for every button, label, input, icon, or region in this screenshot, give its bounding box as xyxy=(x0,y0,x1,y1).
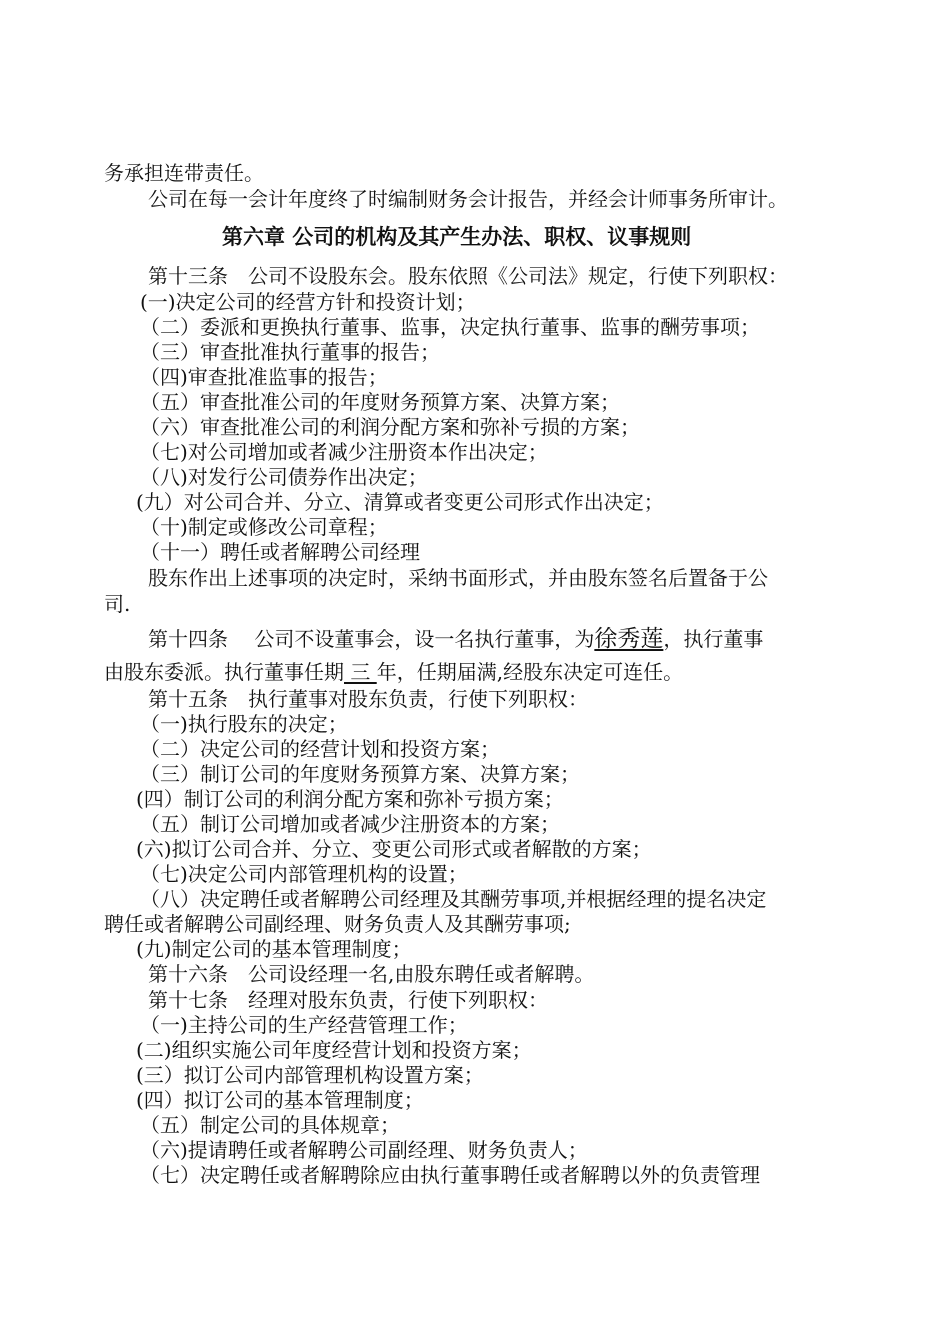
article-13-item: （三）审查批准执行董事的报告； xyxy=(140,340,440,364)
article-15-item: (九)制定公司的基本管理制度； xyxy=(136,937,412,961)
article-13-item: （四)审查批准监事的报告； xyxy=(140,365,388,389)
chapter-title: 第六章 公司的机构及其产生办法、职权、议事规则 xyxy=(222,224,692,249)
article-17-item: （七）决定聘任或者解聘除应由执行董事聘任或者解聘以外的负责管理 xyxy=(140,1163,760,1187)
article-15-item: （七)决定公司内部管理机构的设置； xyxy=(140,862,468,886)
article-13-item: （七)对公司增加或者减少注册资本作出决定； xyxy=(140,440,548,464)
article-15-item-cont: 聘任或者解聘公司副经理、财务负责人及其酬劳事项; xyxy=(104,912,571,936)
article-17-item: (三）拟订公司内部管理机构设置方案； xyxy=(136,1063,484,1087)
article-13-item: (一)决定公司的经营方针和投资计划； xyxy=(140,290,476,314)
director-name: 徐秀莲 xyxy=(594,626,664,652)
article-14-line-1 xyxy=(148,626,763,652)
article-15-item: （一)执行股东的决定； xyxy=(140,712,348,736)
article-13-item: （八)对发行公司债券作出决定； xyxy=(140,465,428,489)
article-13-heading: 第十三条 公司不设股东会。股东依照《公司法》规定，行使下列职权： xyxy=(148,264,788,288)
article-13-item: （十)制定或修改公司章程； xyxy=(140,515,388,539)
article-15-item: （二）决定公司的经营计划和投资方案； xyxy=(140,737,500,761)
article-15-item: （五）制订公司增加或者减少注册资本的方案； xyxy=(140,812,560,836)
article-17-item: （五）制定公司的具体规章； xyxy=(140,1113,400,1137)
term-years: 三 xyxy=(344,660,377,684)
intro-line-1: 务承担连带责任。 xyxy=(104,161,264,185)
article-13-item: （六）审查批准公司的利润分配方案和弥补亏损的方案； xyxy=(140,415,640,439)
article-13-closing: 股东作出上述事项的决定时，采纳书面形式，并由股东签名后置备于公 xyxy=(148,566,768,590)
article-14-text-cont: ，执行董事 xyxy=(663,627,764,651)
article-13-item: （二）委派和更换执行董事、监事，决定执行董事、监事的酬劳事项； xyxy=(140,315,760,339)
article-15-item: (六)拟订公司合并、分立、变更公司形式或者解散的方案； xyxy=(136,837,652,861)
article-14-text: 第十四条 公司不设董事会，设一名执行董事，为 xyxy=(148,627,595,651)
article-17-item: （六)提请聘任或者解聘公司副经理、财务负责人； xyxy=(140,1138,588,1162)
article-15-item: (四）制订公司的利润分配方案和弥补亏损方案； xyxy=(136,787,564,811)
article-13-item: (九）对公司合并、分立、清算或者变更公司形式作出决定； xyxy=(136,490,664,514)
article-16: 第十六条 公司设经理一名,由股东聘任或者解聘。 xyxy=(148,962,595,986)
article-15-item: （三）制订公司的年度财务预算方案、决算方案； xyxy=(140,762,580,786)
article-17-heading: 第十七条 经理对股东负责，行使下列职权： xyxy=(148,988,548,1012)
article-14-term-text: 由股东委派。执行董事任期 xyxy=(104,660,344,684)
intro-line-2: 公司在每一会计年度终了时编制财务会计报告，并经会计师事务所审计。 xyxy=(148,187,788,211)
article-14-line-2 xyxy=(104,659,683,685)
article-13-item: （五）审查批准公司的年度财务预算方案、决算方案； xyxy=(140,390,620,414)
article-17-item: (四）拟订公司的基本管理制度； xyxy=(136,1088,424,1112)
article-17-item: （一)主持公司的生产经营管理工作； xyxy=(140,1013,468,1037)
article-15-heading: 第十五条 执行董事对股东负责，行使下列职权： xyxy=(148,687,588,711)
article-13-closing-cont: 司. xyxy=(104,592,131,616)
article-17-item: (二)组织实施公司年度经营计划和投资方案； xyxy=(136,1038,532,1062)
article-15-item: （八）决定聘任或者解聘公司经理及其酬劳事项,并根据经理的提名决定 xyxy=(140,887,767,911)
article-14-term-text-cont: 年，任期届满,经股东决定可连任。 xyxy=(376,660,684,684)
article-13-item: （十一）聘任或者解聘公司经理 xyxy=(140,540,420,564)
